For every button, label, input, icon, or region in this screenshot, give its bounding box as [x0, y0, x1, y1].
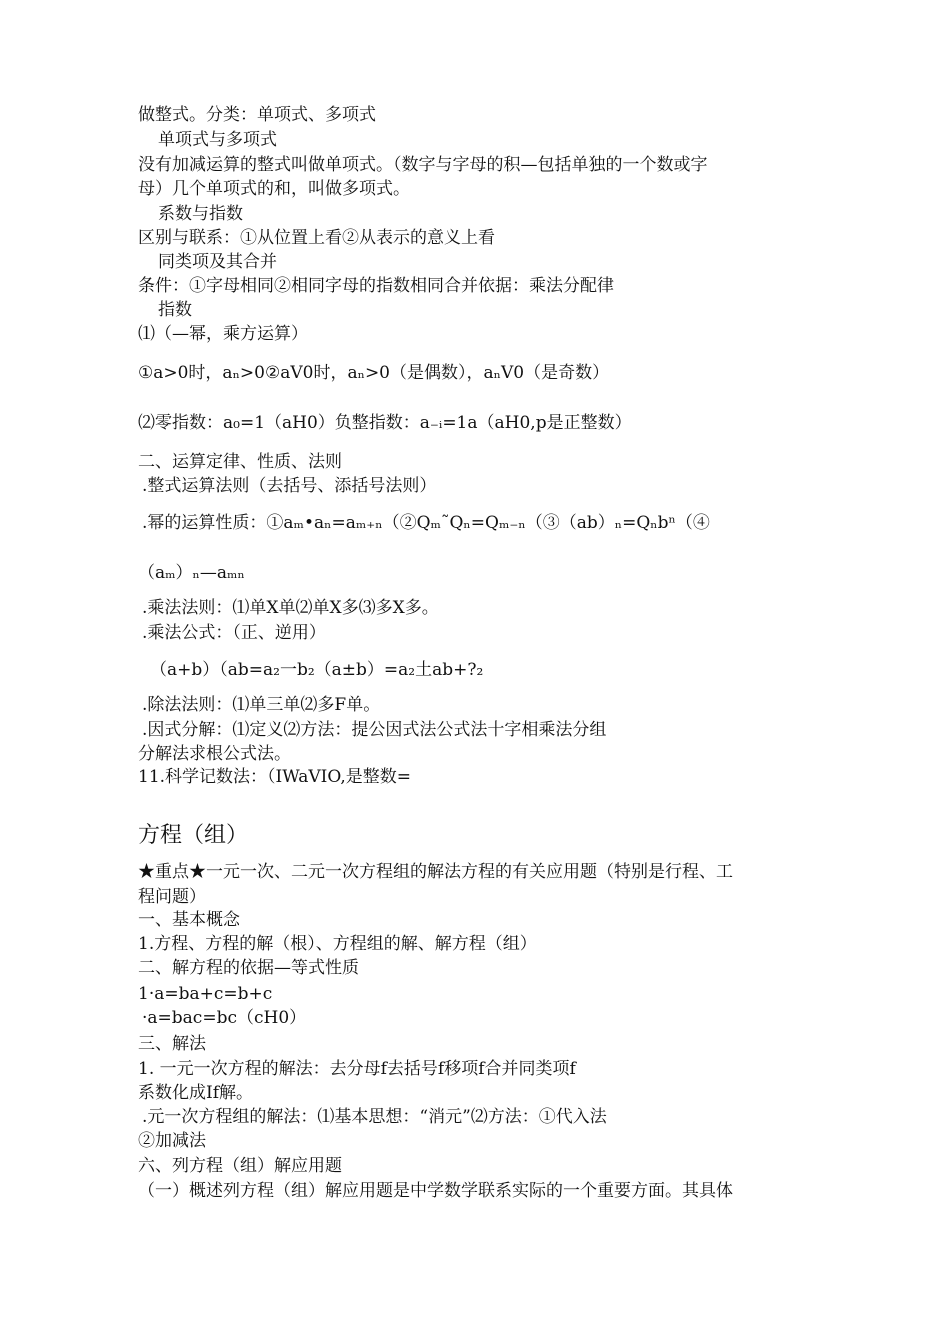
text-line: 没有加减运算的整式叫做单项式。（数字与字母的积—包括单独的一个数或字	[138, 155, 708, 175]
section-heading: 二、运算定律、性质、法则	[138, 452, 342, 472]
text-line: ⑴（—幂，乘方运算）	[138, 324, 308, 344]
text-line: .因式分解：⑴定义⑵方法：提公因式法公式法十字相乘法分组	[142, 720, 607, 740]
text-line: 母）几个单项式的和，叫做多项式。	[138, 179, 410, 199]
text-line: ★重点★一元一次、二元一次方程组的解法方程的有关应用题（特别是行程、工	[138, 862, 733, 882]
text-line: .幂的运算性质：①aₘ•aₙ=aₘ₊ₙ（②Qₘ˜Qₙ=Qₘ₋ₙ（③（ab）ₙ=Qₙbⁿ（④	[142, 513, 710, 533]
text-line: .乘法法则：⑴单X单⑵单X多⑶多X多。	[142, 598, 439, 618]
section-heading: 一、基本概念	[138, 910, 240, 930]
text-line: 系数化成If解。	[138, 1083, 254, 1103]
text-line: 区别与联系：①从位置上看②从表示的意义上看	[138, 228, 495, 248]
section-title: 同类项及其合并	[158, 252, 277, 272]
section-heading: 二、解方程的依据—等式性质	[138, 958, 359, 978]
section-title: 系数与指数	[158, 204, 243, 224]
text-line: ①a>0时，aₙ>0②aV0时，aₙ>0（是偶数），aₙV0（是奇数）	[138, 363, 610, 383]
text-line: .元一次方程组的解法：⑴基本思想：“消元”⑵方法：①代入法	[142, 1107, 607, 1127]
text-line: ·a=bac=bc（cH0）	[142, 1008, 307, 1028]
text-line: 分解法求根公式法。	[138, 744, 291, 764]
text-line: 程问题）	[138, 887, 206, 907]
section-heading: 六、列方程（组）解应用题	[138, 1156, 342, 1176]
text-line: 条件：①字母相同②相同字母的指数相同合并依据：乘法分配律	[138, 276, 614, 296]
text-line: .除法法则：⑴单三单⑵多F单。	[142, 695, 381, 715]
text-line: 做整式。分类：单项式、多项式	[138, 105, 376, 125]
text-line: （一）概述列方程（组）解应用题是中学数学联系实际的一个重要方面。其具体	[138, 1181, 733, 1201]
text-line: 1.方程、方程的解（根）、方程组的解、解方程（组）	[138, 934, 537, 954]
page-heading: 方程（组）	[138, 823, 249, 848]
section-title: 单项式与多项式	[158, 130, 277, 150]
text-line: 1·a=ba+c=b+c	[138, 984, 273, 1004]
section-heading: 三、解法	[138, 1034, 206, 1054]
text-line: （aₘ）ₙ—aₘₙ	[138, 563, 245, 583]
text-line: （a+b）（ab=a₂一b₂（a±b）=a₂土ab+?₂	[150, 660, 484, 680]
text-line: 11.科学记数法：（IWaVIO,是整数=	[138, 767, 411, 787]
text-line: .乘法公式：（正、逆用）	[142, 623, 326, 643]
text-line: ⑵零指数：a₀=1（aH0）负整指数：a₋ᵢ=1a（aH0,p是正整数）	[138, 413, 632, 433]
section-title: 指数	[158, 300, 192, 320]
text-line: 1. 一元一次方程的解法：去分母f去括号f移项f合并同类项f	[138, 1059, 576, 1079]
text-line: ②加减法	[138, 1131, 206, 1151]
text-line: .整式运算法则（去括号、添括号法则）	[142, 476, 437, 496]
